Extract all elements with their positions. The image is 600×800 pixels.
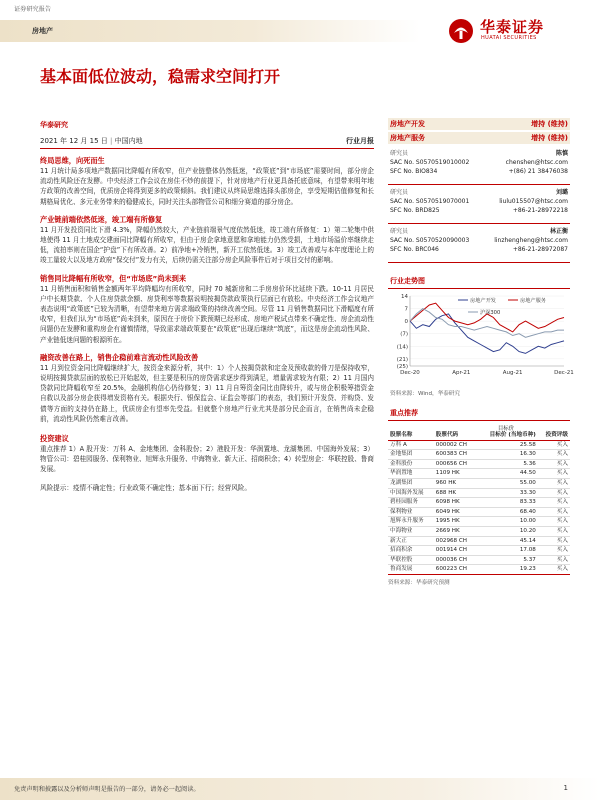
- analyst-sfc: SFC No. BRC046: [390, 246, 439, 253]
- target-price: 17.08: [519, 547, 536, 554]
- rating: 买入: [556, 556, 568, 563]
- page-number: 1: [563, 784, 568, 792]
- industry-tag: 房地产: [32, 27, 53, 35]
- rating: 买入: [556, 479, 568, 486]
- table-row: [388, 450, 570, 460]
- stock-name: 碧桂园服务: [390, 499, 418, 506]
- stock-name: 新大正: [390, 537, 407, 544]
- rating: 买入: [556, 537, 568, 544]
- analyst-card: [388, 189, 570, 224]
- analyst-sfc: SFC No. BRD825: [390, 207, 440, 214]
- target-price: 45.14: [519, 537, 536, 544]
- institute: 华泰研究: [40, 121, 68, 129]
- y-tick-label: (7): [400, 331, 408, 338]
- stock-code: 6049 HK: [435, 508, 460, 515]
- target-price: 68.40: [519, 508, 536, 515]
- analyst-sac: SAC No. S0570519070001: [390, 198, 470, 205]
- stock-name: 中海物业: [390, 527, 413, 534]
- section-heading: 销售同比降幅有所收窄，但“市场底”尚未到来: [40, 273, 187, 283]
- table-header-top: 目标价: [497, 426, 514, 432]
- huatai-logo-icon: [448, 18, 474, 44]
- section-body: 11 月销售面积和销售金额两年平均降幅均有所收窄，同时 70 城新房和二手房房价环比延续下跌。10-11 月居民户中长期贷款、个人住房贷款余额、房贷利率等数据说明按揭贷款政策执行层面已有放松。中央经济工作会议地产表态说明“政策底”已较为清晰，有望带来地方需求端政策的持续改善空间。尽管 11 月销售数据同比下滑幅度有所收窄，但我们认为“市场底”尚未到来，原因在于房价下跌预期已经形成、房地产税试点带来不确定性、房企流动性问题仍在发酵和重构房企有谨慎情绪，导致需求端政策要在“政策底”出现后继续“筑底”，而这是房企流动性风险、产业链低迷问题的根源所在。: [40, 284, 374, 344]
- x-tick-label: Apr-21: [452, 370, 471, 376]
- target-price: 5.36: [523, 460, 536, 467]
- target-price: 5.37: [523, 556, 536, 563]
- page-title: 基本面低位波动，稳需求空间打开: [40, 67, 281, 86]
- section-body: 11 月到位资金同比降幅继续扩大，按资金来源分析，其中：1）个人按揭贷款和定金及预收款的骨刀是保持收窄，说明按揭贷款层面的放松已开始起效，但主要是积压的房贷需求逐步得到满足，增量需求较为有限；2）11 月国内贷款同比降幅收窄至 20.5%，金融机构信心仍待修复；3）11 月自筹资金同比由降转升，或与房企积极筹措资金自救以及部分房企获得增发资格有关。根据央行、银保监会、证监会等部门的表态，我们预计开发贷、并购贷、发债等方面的支持仍在路上，优质房企有望率先受益。但就整个房地产行业尤其是部分民企而言，在销售尚未企稳前，流动性风险仍然难言改善。: [40, 363, 374, 423]
- legend-label: 房地产开发: [470, 298, 496, 304]
- y-tick-label: (21): [396, 356, 408, 363]
- table-row: [388, 546, 570, 556]
- col-header: 目标价 (当地币种): [489, 432, 536, 438]
- x-tick-label: Dec-20: [400, 370, 420, 376]
- x-tick-label: Aug-21: [502, 370, 523, 376]
- analyst-sac: SAC No. S0570520090003: [390, 237, 470, 244]
- stock-code: 600223 CH: [435, 566, 468, 573]
- stock-code: 000036 CH: [435, 556, 468, 563]
- brand-logo: [448, 16, 588, 48]
- table-row: [388, 517, 570, 527]
- analyst-list: [388, 150, 570, 263]
- rating: 买入: [556, 527, 568, 534]
- analyst-email[interactable]: liulu015507@htsc.com: [499, 198, 568, 205]
- y-tick-label: 0: [404, 319, 408, 326]
- table-row: [388, 440, 570, 450]
- target-price: 25.58: [519, 441, 536, 448]
- analyst-phone: +86-21-28972087: [512, 246, 568, 253]
- stocks-title: 重点推荐: [390, 409, 418, 417]
- analyst-phone: +(86) 21 38476038: [508, 168, 568, 175]
- stock-code: 1109 HK: [435, 470, 460, 477]
- stock-name: 金地集团: [390, 451, 413, 458]
- analyst-name: 陈慎: [555, 150, 568, 157]
- stocks-table: [388, 431, 570, 575]
- rating: 买入: [556, 499, 568, 506]
- stock-name: 龙湖集团: [390, 479, 413, 486]
- y-tick-label: (14): [396, 344, 408, 351]
- section-heading: 终局思维，向死而生: [40, 156, 105, 165]
- section-6: [40, 483, 374, 493]
- chart-source: 资料来源：Wind，华泰研究: [390, 391, 460, 397]
- section-3: [40, 274, 374, 345]
- target-price: 55.00: [519, 479, 536, 486]
- stocks-table-wrap: [388, 424, 570, 588]
- stock-name: 中国海外发展: [390, 489, 424, 496]
- y-tick-label: (25): [396, 364, 408, 370]
- rating: 买入: [556, 566, 568, 573]
- stock-code: 002968 CH: [435, 537, 468, 544]
- analyst-name: 林正衡: [549, 228, 568, 235]
- stock-name: 旭辉永升服务: [390, 518, 424, 525]
- section-1: [40, 156, 374, 207]
- x-tick-label: Dec-21: [554, 370, 574, 376]
- report-type: 证券研究报告: [14, 6, 52, 13]
- rating: 买入: [556, 547, 568, 554]
- stock-code: 001914 CH: [435, 547, 468, 554]
- analyst-sac: SAC No. S0570519010002: [390, 159, 470, 166]
- section-heading: 融资改善在路上，销售企稳前难言流动性风险改善: [40, 352, 199, 362]
- table-row: [388, 565, 570, 575]
- col-header: 股票名称: [390, 432, 413, 438]
- table-row: [388, 478, 570, 488]
- y-tick-label: 7: [404, 306, 408, 313]
- col-header: 投资评级: [545, 432, 568, 438]
- footer-disclaimer: 免责声明和披露以及分析师声明是报告的一部分，请务必一起阅读。: [14, 786, 200, 793]
- rating: 买入: [556, 518, 568, 525]
- brand-name: 华泰证券: [480, 18, 545, 36]
- analyst-card: [388, 228, 570, 263]
- analyst-email[interactable]: chenshen@htsc.com: [505, 159, 568, 166]
- report-kind: 行业月报: [346, 137, 374, 145]
- section-body: 重点推荐 1）A 股开发：万科 A、金地集团、金科股份；2）港股开发：华润置地、龙湖集团、中国海外发展；3）物管公司：碧桂园服务、保利物业、旭辉永升服务、中海物业、新大正、招商积余；4）转型房企：华联控股、鲁商发展。: [40, 445, 374, 474]
- legend-label: 沪深300: [480, 310, 501, 316]
- divider: [388, 288, 570, 289]
- body-column: [40, 156, 374, 493]
- rating-value: 增持 (维持): [531, 120, 568, 128]
- target-price: 83.33: [519, 499, 536, 506]
- table-source: 资料来源：华泰研究预测: [388, 579, 450, 586]
- analyst-sfc: SFC No. BIO834: [390, 168, 438, 175]
- meta-line: 2021 年 12 月 15 日 | 中国内地 行业月报: [40, 137, 374, 145]
- stock-code: 600383 CH: [435, 451, 468, 458]
- stock-name: 招商积余: [390, 547, 413, 554]
- stock-name: 保利物业: [390, 508, 413, 515]
- table-header-row: [388, 431, 570, 440]
- rating: 买入: [556, 451, 568, 458]
- table-row: [388, 488, 570, 498]
- rating-sector: 房地产服务: [390, 134, 425, 142]
- table-row: [388, 526, 570, 536]
- table-row: [388, 498, 570, 508]
- industry-trend-chart: [388, 292, 574, 384]
- section-heading: 投资建议: [40, 434, 69, 444]
- chart-title: 行业走势图: [390, 277, 425, 285]
- rating-value: 增持 (维持): [531, 134, 568, 142]
- stock-name: 金科股份: [390, 460, 413, 467]
- target-price: 10.00: [519, 518, 536, 525]
- analyst-name: 刘璐: [555, 189, 568, 196]
- series-line-1: [410, 303, 564, 332]
- target-price: 10.20: [519, 527, 536, 534]
- target-price: 44.50: [519, 470, 536, 477]
- analyst-email[interactable]: linzhengheng@htsc.com: [494, 237, 568, 244]
- rating: 买入: [556, 508, 568, 515]
- stock-name: 华联控股: [390, 556, 413, 563]
- stock-code: 1995 HK: [435, 518, 460, 525]
- target-price: 16.30: [519, 451, 536, 458]
- stock-code: 000656 CH: [435, 460, 468, 467]
- target-price: 33.30: [519, 489, 536, 496]
- analyst-phone: +86-21-28972218: [512, 207, 568, 214]
- rating: 买入: [556, 489, 568, 496]
- col-header: 股票代码: [435, 432, 459, 438]
- section-5: [40, 434, 374, 475]
- rating: 买入: [556, 441, 568, 448]
- stock-name: 万科 A: [390, 441, 407, 448]
- analyst-role: 研究员: [390, 189, 409, 196]
- analyst-role: 研究员: [390, 228, 409, 235]
- y-tick-label: 14: [401, 294, 408, 300]
- stock-name: 鲁商发展: [390, 566, 413, 573]
- divider: [388, 420, 570, 421]
- rating-row: [388, 132, 570, 144]
- rating-sector: 房地产开发: [390, 120, 425, 128]
- stock-code: 2669 HK: [435, 527, 460, 534]
- footer-bar: [0, 778, 600, 800]
- ratings-box: [388, 118, 570, 144]
- analyst-role: 研究员: [390, 150, 409, 157]
- stock-code: 688 HK: [435, 489, 457, 496]
- analyst-card: [388, 150, 570, 185]
- section-4: [40, 353, 374, 424]
- target-price: 19.23: [519, 566, 536, 573]
- table-row: [388, 555, 570, 565]
- divider: [40, 148, 374, 149]
- section-heading: 产业链前端依然低迷，竣工端有所修复: [40, 214, 163, 224]
- stock-code: 6098 HK: [435, 499, 460, 506]
- header-banner: [0, 20, 420, 42]
- rating-row: [388, 118, 570, 130]
- section-body: 11 月开发投资同比下滑 4.3%，降幅仍然较大，产业链前端景气度依然低迷，竣工端有所修复：1）第二轮集中供地使得 11 月土地成交建面同比降幅有所收窄，但由于房企拿地意愿和拿地能力仍然受损，土地市场溢价率继续走低，流拍率则在国企“护盘”下有所改善。2）前净地+冷销售，新开工依然低迷。3）竣工改善或与本年度理论上的竣工量较大以及地方政府“保交付”发力有关，后续仍需关注部分房企风险事件后对于项目交付的影响。: [40, 225, 374, 265]
- stock-code: 960 HK: [435, 479, 457, 486]
- rating: 买入: [556, 470, 568, 477]
- brand-name-en: HUATAI SECURITIES: [481, 35, 537, 41]
- stock-code: 000002 CH: [435, 441, 468, 448]
- legend-label: 房地产服务: [520, 298, 546, 304]
- table-row: [388, 469, 570, 479]
- stock-name: 华润置地: [390, 470, 413, 477]
- table-row: [388, 459, 570, 469]
- section-body: 11 月统计局多项地产数据同比降幅有所收窄，但产业链整体仍然低迷，“政策底”到“市场底”需要时间，部分房企流动性风险还在发酵。中央经济工作会议在房住不炒的前提下，针对房地产行业更具备托底意味，有望带来明年地方政策的改善空间，优质房企将得到更多的政策倾斜。我们建议从终局思维选择头部房企，享受短期估值修复和长期格局优化、多元业务带来的稳健成长，同时关注头部物管公司和细分赛道的部分房企。: [40, 167, 374, 206]
- risk-note: 风险提示：疫情不确定性；行业政策不确定性；基本面下行；经营风险。: [40, 483, 251, 492]
- table-row: [388, 536, 570, 546]
- section-2: [40, 215, 374, 266]
- report-date: 2021 年 12 月 15 日: [40, 137, 108, 145]
- rating: 买入: [556, 460, 568, 467]
- report-region: 中国内地: [114, 137, 143, 145]
- table-row: [388, 507, 570, 517]
